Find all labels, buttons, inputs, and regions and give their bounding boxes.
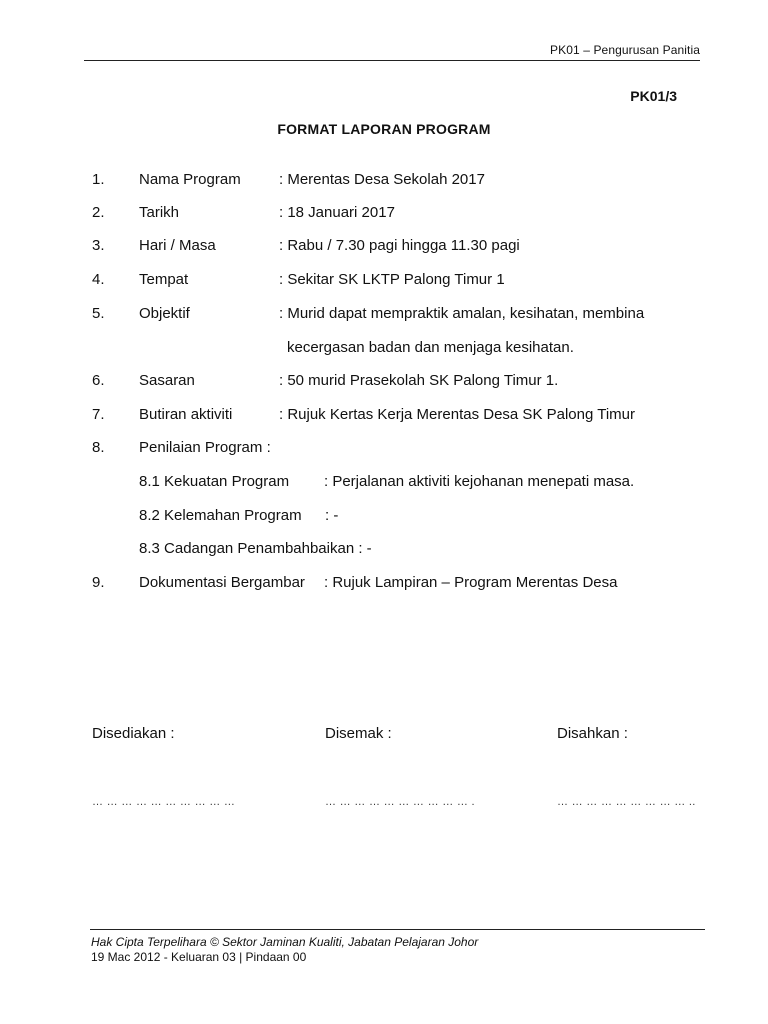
item-label: Dokumentasi Bergambar: [139, 574, 305, 591]
evaluation-value: : Perjalanan aktiviti kejohanan menepati masa.: [324, 473, 635, 490]
item-label: Objektif: [139, 305, 190, 322]
header-reference: PK01 – Pengurusan Panitia: [550, 43, 700, 57]
approved-by-label: Disahkan :: [557, 725, 628, 742]
evaluation-label: 8.3 Cadangan Penambahbaikan : -: [139, 540, 372, 557]
item-label: Tempat: [139, 271, 189, 288]
item-value: : Rujuk Lampiran – Program Merentas Desa: [324, 574, 618, 591]
footer-copyright: Hak Cipta Terpelihara © Sektor Jaminan Kualiti, Jabatan Pelajaran Johor: [91, 935, 479, 949]
item-label: Butiran aktiviti: [139, 406, 233, 423]
item-value: : Rujuk Kertas Kerja Merentas Desa SK Palong Timur: [279, 406, 635, 423]
item-value: : Murid dapat mempraktik amalan, kesihatan, membina: [279, 305, 645, 322]
item-label: Nama Program: [139, 171, 241, 188]
item-value: : 50 murid Prasekolah SK Palong Timur 1.: [279, 372, 559, 389]
header-divider: [84, 60, 700, 61]
item-label: Tarikh: [139, 204, 180, 221]
evaluation-label: 8.2 Kelemahan Program: [139, 507, 302, 524]
item-number: 3.: [92, 237, 105, 254]
item-number: 8.: [92, 439, 105, 456]
item-number: 2.: [92, 204, 105, 221]
item-label: Penilaian Program :: [139, 439, 271, 456]
page-title: FORMAT LAPORAN PROGRAM: [277, 121, 491, 137]
item-number: 6.: [92, 372, 105, 389]
checked-by-label: Disemak :: [325, 725, 392, 742]
evaluation-value: : -: [325, 507, 339, 524]
prepared-by-signature-line: … … … … … … … … … …: [92, 796, 236, 808]
footer-divider: [90, 929, 705, 930]
item-value-continuation: kecergasan badan dan menjaga kesihatan.: [287, 339, 574, 356]
approved-by-signature-line: … … … … … … … … … ..: [557, 796, 696, 808]
item-value: : Merentas Desa Sekolah 2017: [279, 171, 485, 188]
item-number: 7.: [92, 406, 105, 423]
item-number: 5.: [92, 305, 105, 322]
prepared-by-label: Disediakan :: [92, 725, 175, 742]
checked-by-signature-line: … … … … … … … … … … .: [325, 796, 475, 808]
item-value: : 18 Januari 2017: [279, 204, 395, 221]
form-code: PK01/3: [630, 88, 677, 104]
item-number: 4.: [92, 271, 105, 288]
item-label: Sasaran: [139, 372, 195, 389]
item-label: Hari / Masa: [139, 237, 216, 254]
item-number: 1.: [92, 171, 105, 188]
footer-issue-info: 19 Mac 2012 - Keluaran 03 | Pindaan 00: [91, 950, 307, 964]
item-value: : Rabu / 7.30 pagi hingga 11.30 pagi: [279, 237, 520, 254]
item-number: 9.: [92, 574, 105, 591]
item-value: : Sekitar SK LKTP Palong Timur 1: [279, 271, 505, 288]
evaluation-label: 8.1 Kekuatan Program: [139, 473, 290, 490]
